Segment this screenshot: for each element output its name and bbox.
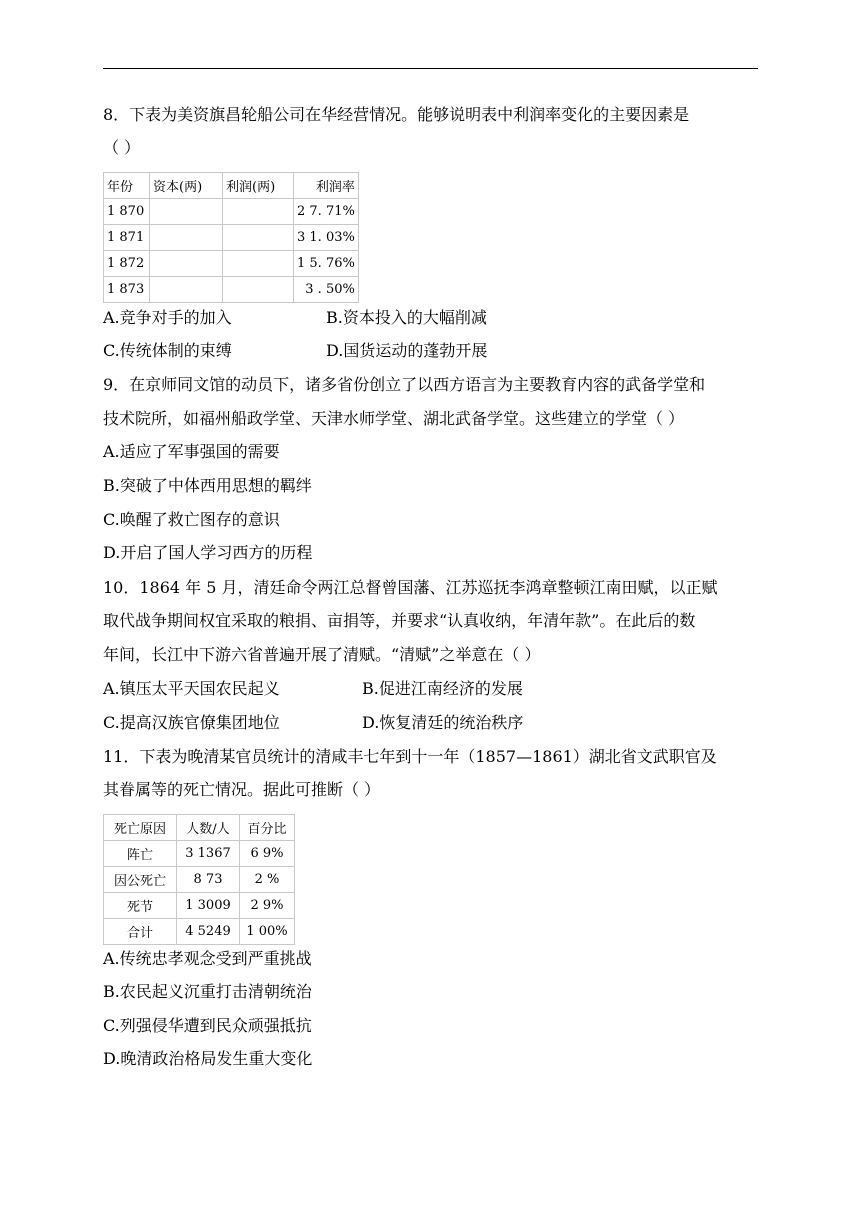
table-cell — [223, 199, 294, 225]
q10-stem-line3: 年间，长江中下游六省普遍开展了清赋。“清赋”之举意在（ ） — [103, 645, 541, 664]
q10-option-a: A.镇压太平天国农民起义 — [103, 679, 280, 698]
q10-option-b: B.促进江南经济的发展 — [362, 679, 523, 698]
table-cell: 1 873 — [104, 277, 150, 303]
q8-option-c: C.传统体制的束缚 — [103, 341, 232, 360]
header-rule — [103, 68, 758, 69]
q9-stem-line2: 技术院所，如福州船政学堂、天津水师学堂、湖北武备学堂。这些建立的学堂（ ） — [103, 409, 685, 428]
q11-option-b: B.农民起义沉重打击清朝统治 — [103, 982, 312, 1001]
table-header-cell: 资本(两) — [150, 173, 223, 199]
q9-option-c: C.唤醒了救亡图存的意识 — [103, 510, 280, 529]
q9-option-b: B.突破了中体西用思想的羁绊 — [103, 476, 312, 495]
q8-stem-line2: （ ） — [103, 138, 141, 157]
table-header-cell: 百分比 — [240, 815, 295, 841]
table-header-row — [104, 173, 359, 199]
q11-table — [103, 814, 295, 945]
table-cell — [150, 199, 223, 225]
table-cell — [150, 251, 223, 277]
q9-option-a: A.适应了军事强国的需要 — [103, 442, 280, 461]
q10-stem-line2: 取代战争期间权宜采取的粮捐、亩捐等，并要求“认真收纳，年清年款”。在此后的数 — [103, 611, 696, 630]
table-row — [104, 893, 295, 919]
table-cell: 8 73 — [177, 867, 240, 893]
table-cell: 3 1367 — [177, 841, 240, 867]
table-cell: 合计 — [104, 919, 177, 945]
table-cell: 2 9% — [240, 893, 295, 919]
q10-option-c: C.提高汉族官僚集团地位 — [103, 713, 280, 732]
table-cell: 1 00% — [240, 919, 295, 945]
table-header-row — [104, 815, 295, 841]
table-cell: 1 5. 76% — [294, 251, 359, 277]
table-cell: 1 872 — [104, 251, 150, 277]
q11-stem-line2: 其眷属等的死亡情况。据此可推断（ ） — [103, 780, 381, 799]
table-cell: 6 9% — [240, 841, 295, 867]
table-cell — [150, 277, 223, 303]
q11-option-d: D.晚清政治格局发生重大变化 — [103, 1049, 313, 1068]
table-cell — [223, 251, 294, 277]
table-header-cell: 利润(两) — [223, 173, 294, 199]
table-row — [104, 199, 359, 225]
table-cell: 阵亡 — [104, 841, 177, 867]
table-row — [104, 841, 295, 867]
table-row — [104, 225, 359, 251]
q8-table — [103, 172, 359, 303]
table-row — [104, 867, 295, 893]
table-cell: 4 5249 — [177, 919, 240, 945]
table-row — [104, 919, 295, 945]
table-cell: 1 870 — [104, 199, 150, 225]
q8-option-d: D.国货运动的蓬勃开展 — [326, 341, 488, 360]
table-header-cell: 人数/人 — [177, 815, 240, 841]
table-cell: 1 3009 — [177, 893, 240, 919]
q11-option-c: C.列强侵华遭到民众顽强抵抗 — [103, 1016, 312, 1035]
q10-stem-line1: 10．1864 年 5 月，清廷命令两江总督曾国藩、江苏巡抚李鸿章整顿江南田赋，以正赋 — [103, 578, 718, 597]
q8-option-b: B.资本投入的大幅削减 — [326, 308, 487, 327]
q8-option-a: A.竞争对手的加入 — [103, 308, 232, 327]
q11-option-a: A.传统忠孝观念受到严重挑战 — [103, 949, 312, 968]
q8-stem-line1: 8．下表为美资旗昌轮船公司在华经营情况。能够说明表中利润率变化的主要因素是 — [103, 105, 690, 124]
table-row — [104, 251, 359, 277]
table-cell: 1 871 — [104, 225, 150, 251]
table-cell — [223, 277, 294, 303]
table-cell — [150, 225, 223, 251]
q9-stem-line1: 9．在京师同文馆的动员下，诸多省份创立了以西方语言为主要教育内容的武备学堂和 — [103, 375, 706, 394]
q11-stem-line1: 11．下表为晚清某官员统计的清咸丰七年到十一年（1857—1861）湖北省文武职官及 — [103, 747, 717, 766]
table-cell: 3 . 50% — [294, 277, 359, 303]
table-header-cell: 利润率 — [294, 173, 359, 199]
table-row — [104, 277, 359, 303]
table-cell — [223, 225, 294, 251]
table-cell: 2 7. 71% — [294, 199, 359, 225]
q9-option-d: D.开启了国人学习西方的历程 — [103, 543, 313, 562]
table-cell: 因公死亡 — [104, 867, 177, 893]
table-header-cell: 年份 — [104, 173, 150, 199]
table-cell: 死节 — [104, 893, 177, 919]
q10-option-d: D.恢复清廷的统治秩序 — [362, 713, 524, 732]
table-header-cell: 死亡原因 — [104, 815, 177, 841]
table-cell: 2 % — [240, 867, 295, 893]
table-cell: 3 1. 03% — [294, 225, 359, 251]
